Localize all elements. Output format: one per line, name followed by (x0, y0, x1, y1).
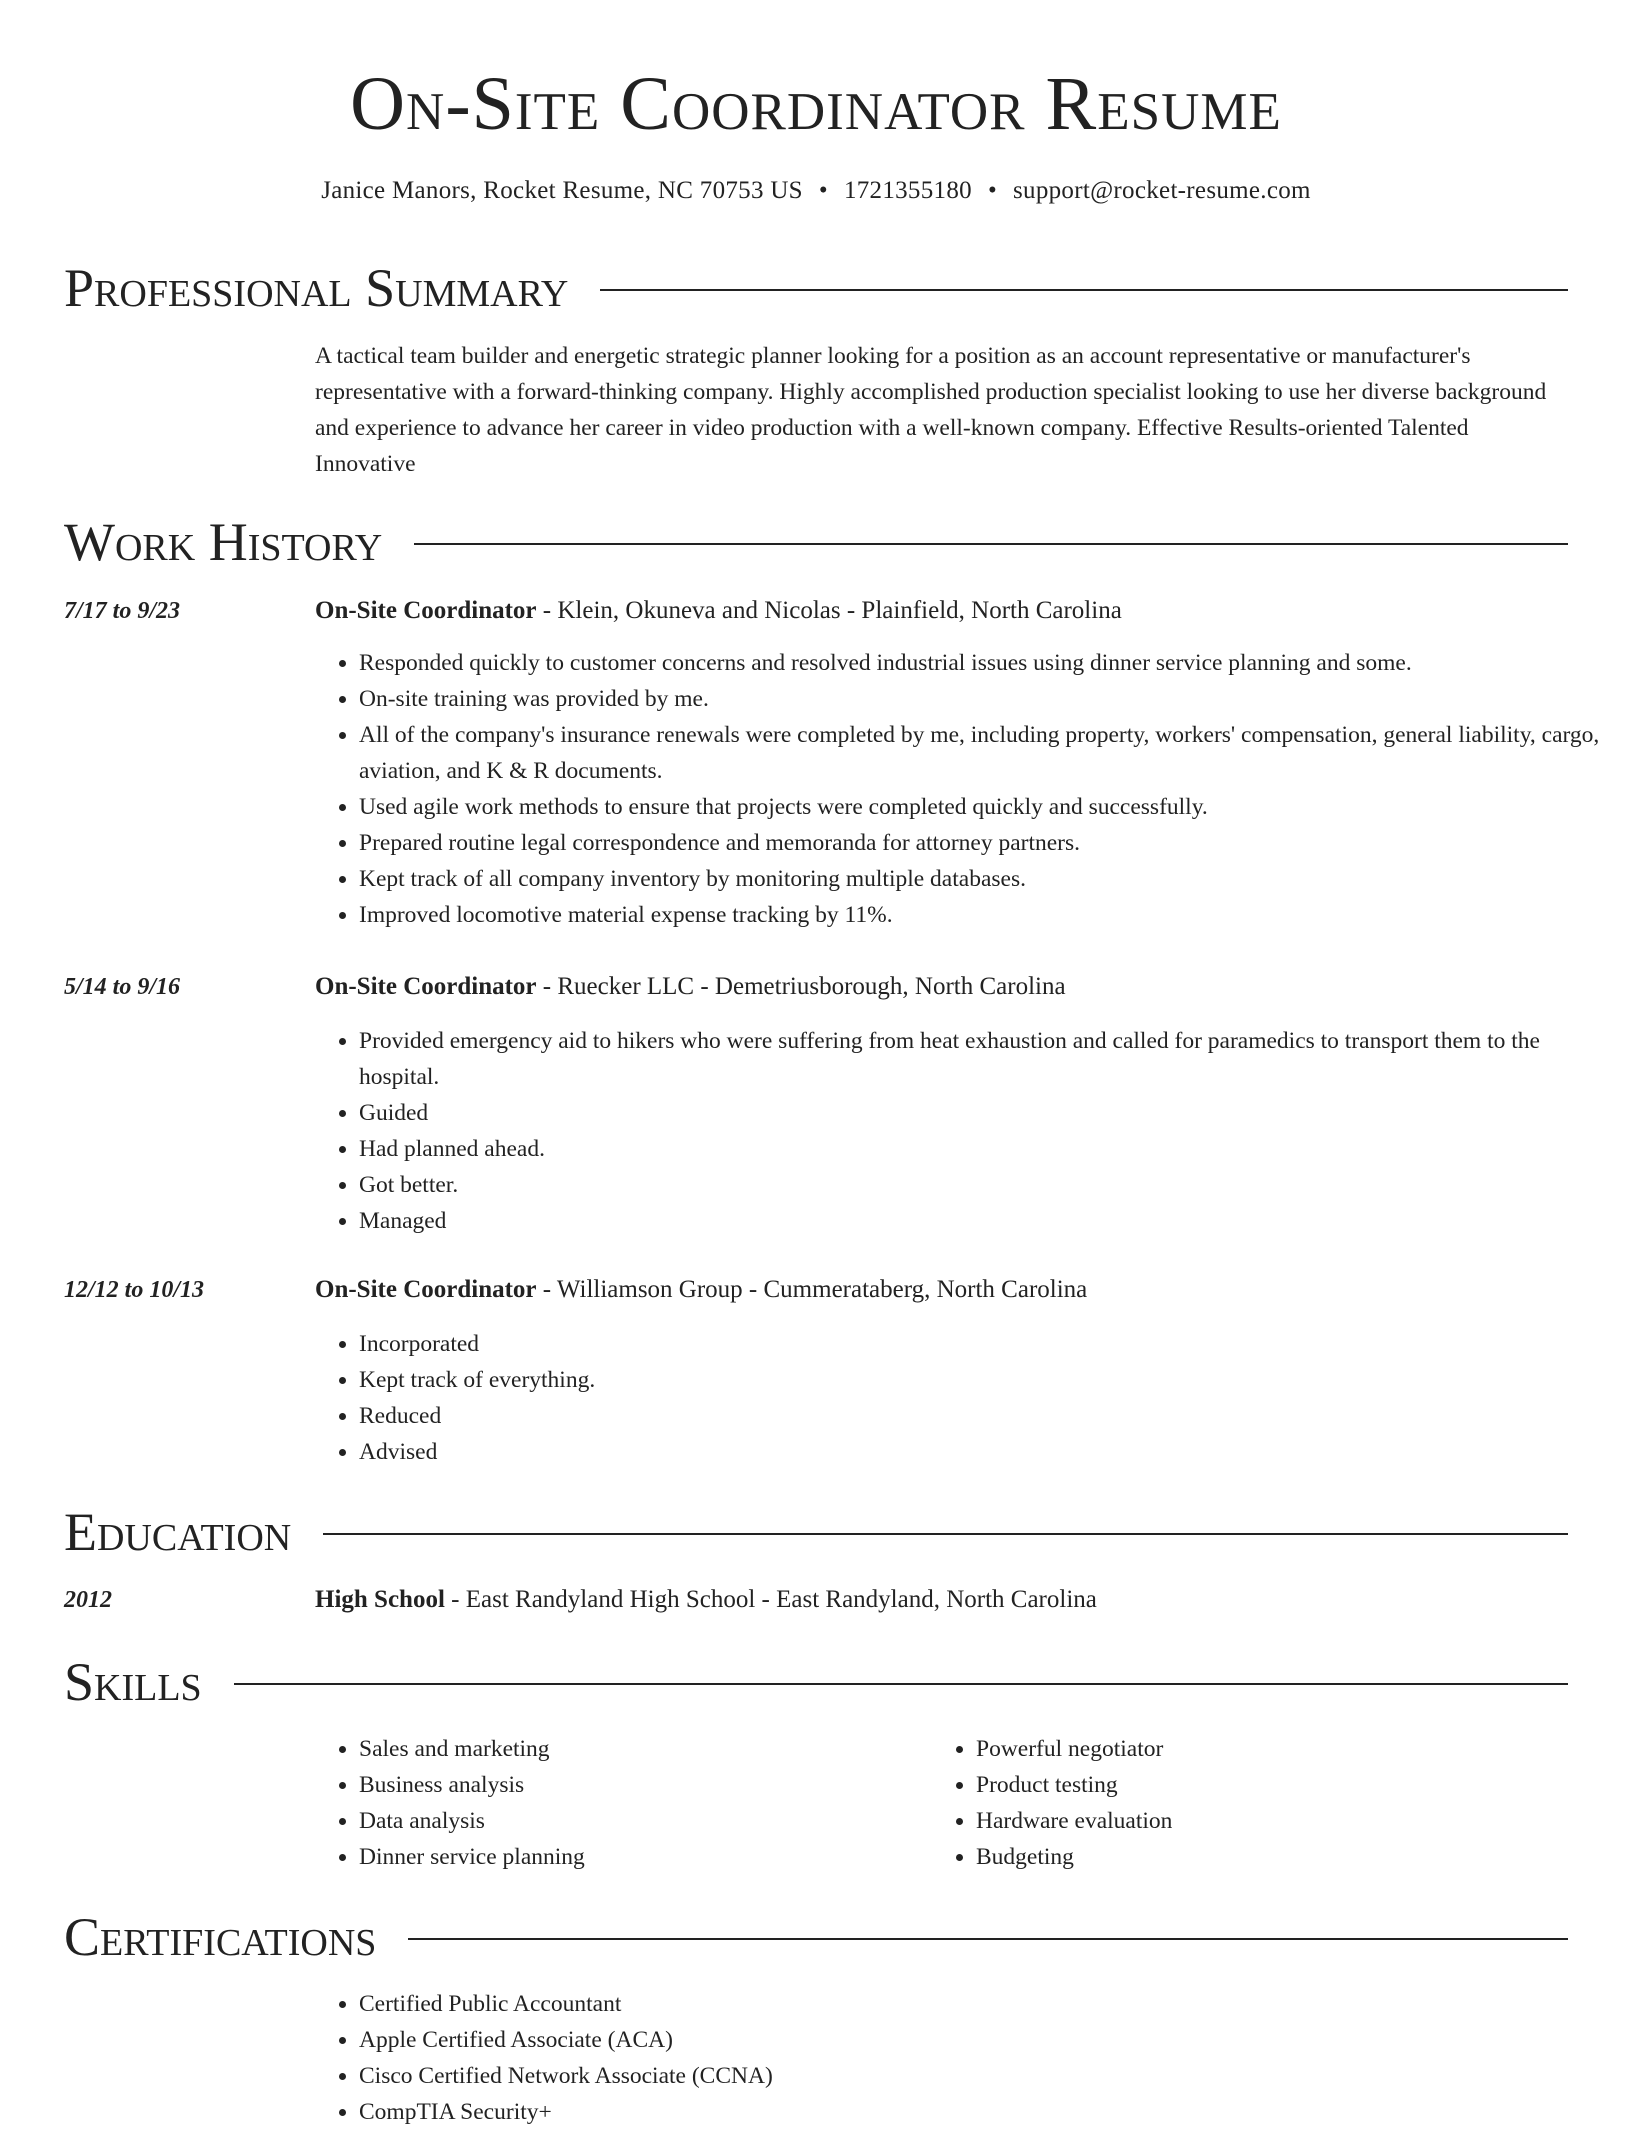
list-item: • Reduced (359, 1398, 1612, 1434)
list-item: • Incorporated (359, 1326, 1612, 1362)
list-item: • Used agile work methods to ensure that projects were completed quickly and successfully. (359, 789, 1612, 825)
section-divider (234, 1683, 1568, 1685)
contact-email[interactable]: support@rocket-resume.com (1013, 177, 1311, 204)
list-item: • Responded quickly to customer concerns and resolved industrial issues using dinner service planning and some. (359, 645, 1612, 681)
skill-item: • Dinner service planning (359, 1839, 919, 1875)
job-title: On-Site Coordinator (315, 973, 537, 1000)
list-item: • Provided emergency aid to hikers who were suffering from heat exhaustion and called for paramedics to transport them to the hospital. (359, 1023, 1612, 1095)
skill-item: • Data analysis (359, 1803, 919, 1839)
list-item: • Advised (359, 1434, 1612, 1470)
list-item: • Had planned ahead. (359, 1131, 1612, 1167)
section-heading: Professional Summary (64, 258, 569, 318)
list-item: • Managed (359, 1203, 1612, 1239)
job-heading (315, 1272, 1568, 1308)
job-title: On-Site Coordinator (315, 1276, 537, 1303)
job-bullets (315, 1023, 1612, 1239)
skill-item: • Business analysis (359, 1767, 919, 1803)
job-dates: 7/17 to 9/23 (64, 598, 181, 624)
contact-phone: 1721355180 (843, 177, 972, 204)
certification-item: • Apple Certified Associate (ACA) (359, 2022, 1612, 2058)
list-item: • Kept track of all company inventory by monitoring multiple databases. (359, 861, 1612, 897)
education-section-header (64, 1500, 1568, 1564)
skill-item: • Product testing (976, 1767, 1576, 1803)
skills-section-header (64, 1650, 1568, 1714)
contact-separator: • (818, 177, 828, 204)
section-divider (408, 1938, 1568, 1940)
resume-title: On-Site Coordinator Resume (350, 62, 1282, 146)
list-item: • On-site training was provided by me. (359, 681, 1612, 717)
certifications-section-header (64, 1905, 1568, 1969)
summary-text: A tactical team builder and energetic strategic planner looking for a position as an account representative or manufacturer's representative with a forward-thinking company. Highly accomplished production specialist looking to use her diverse background and experience to advance her career in video production with a well-known company. Effective Results-oriented Talented Innovative (315, 343, 1547, 477)
job-title: On-Site Coordinator (315, 597, 537, 624)
section-divider (600, 289, 1568, 291)
job-employer-location: - Klein, Okuneva and Nicolas - Plainfield, North Carolina (536, 597, 1122, 624)
job-bullets (315, 1326, 1612, 1470)
contact-separator: • (987, 177, 997, 204)
list-item: • Guided (359, 1095, 1612, 1131)
education-school-location: - East Randyland High School - East Randyland, North Carolina (444, 1586, 1097, 1613)
skill-item: • Powerful negotiator (976, 1731, 1576, 1767)
education-entry (315, 1582, 1568, 1618)
education-year: 2012 (64, 1587, 112, 1613)
job-heading (315, 593, 1568, 629)
section-divider (414, 543, 1568, 545)
job-heading (315, 969, 1568, 1005)
list-item: • Prepared routine legal correspondence and memoranda for attorney partners. (359, 825, 1612, 861)
certifications-list (315, 1986, 1612, 2130)
certification-item: • Certified Public Accountant (359, 1986, 1612, 2022)
skill-item: • Budgeting (976, 1839, 1576, 1875)
section-heading: Education (64, 1502, 292, 1562)
education-degree: High School (315, 1586, 445, 1613)
summary-section-header (64, 256, 1568, 320)
skills-list-left (315, 1731, 919, 1875)
job-dates: 12/12 to 10/13 (64, 1277, 205, 1303)
skills-list-right (932, 1731, 1576, 1875)
certification-item: • Cisco Certified Network Associate (CCNA) (359, 2058, 1612, 2094)
list-item: • Got better. (359, 1167, 1612, 1203)
skill-item: • Hardware evaluation (976, 1803, 1576, 1839)
job-bullets (315, 645, 1612, 933)
contact-line (0, 173, 1632, 209)
job-dates: 5/14 to 9/16 (64, 974, 181, 1000)
job-employer-location: - Williamson Group - Cummerataberg, North Carolina (536, 1276, 1088, 1303)
section-heading: Skills (64, 1652, 202, 1712)
list-item: • All of the company's insurance renewals were completed by me, including property, workers' compensation, general liability, cargo, aviation, and K & R documents. (359, 717, 1612, 789)
skill-item: • Sales and marketing (359, 1731, 919, 1767)
section-divider (323, 1533, 1568, 1535)
work-history-section-header (64, 510, 1568, 574)
section-heading: Certifications (64, 1907, 377, 1967)
contact-address: Janice Manors, Rocket Resume, NC 70753 US (321, 177, 803, 204)
section-heading: Work History (64, 512, 383, 572)
certification-item: • CompTIA Security+ (359, 2094, 1612, 2130)
list-item: • Kept track of everything. (359, 1362, 1612, 1398)
job-employer-location: - Ruecker LLC - Demetriusborough, North Carolina (536, 973, 1066, 1000)
list-item: • Improved locomotive material expense tracking by 11%. (359, 897, 1612, 933)
